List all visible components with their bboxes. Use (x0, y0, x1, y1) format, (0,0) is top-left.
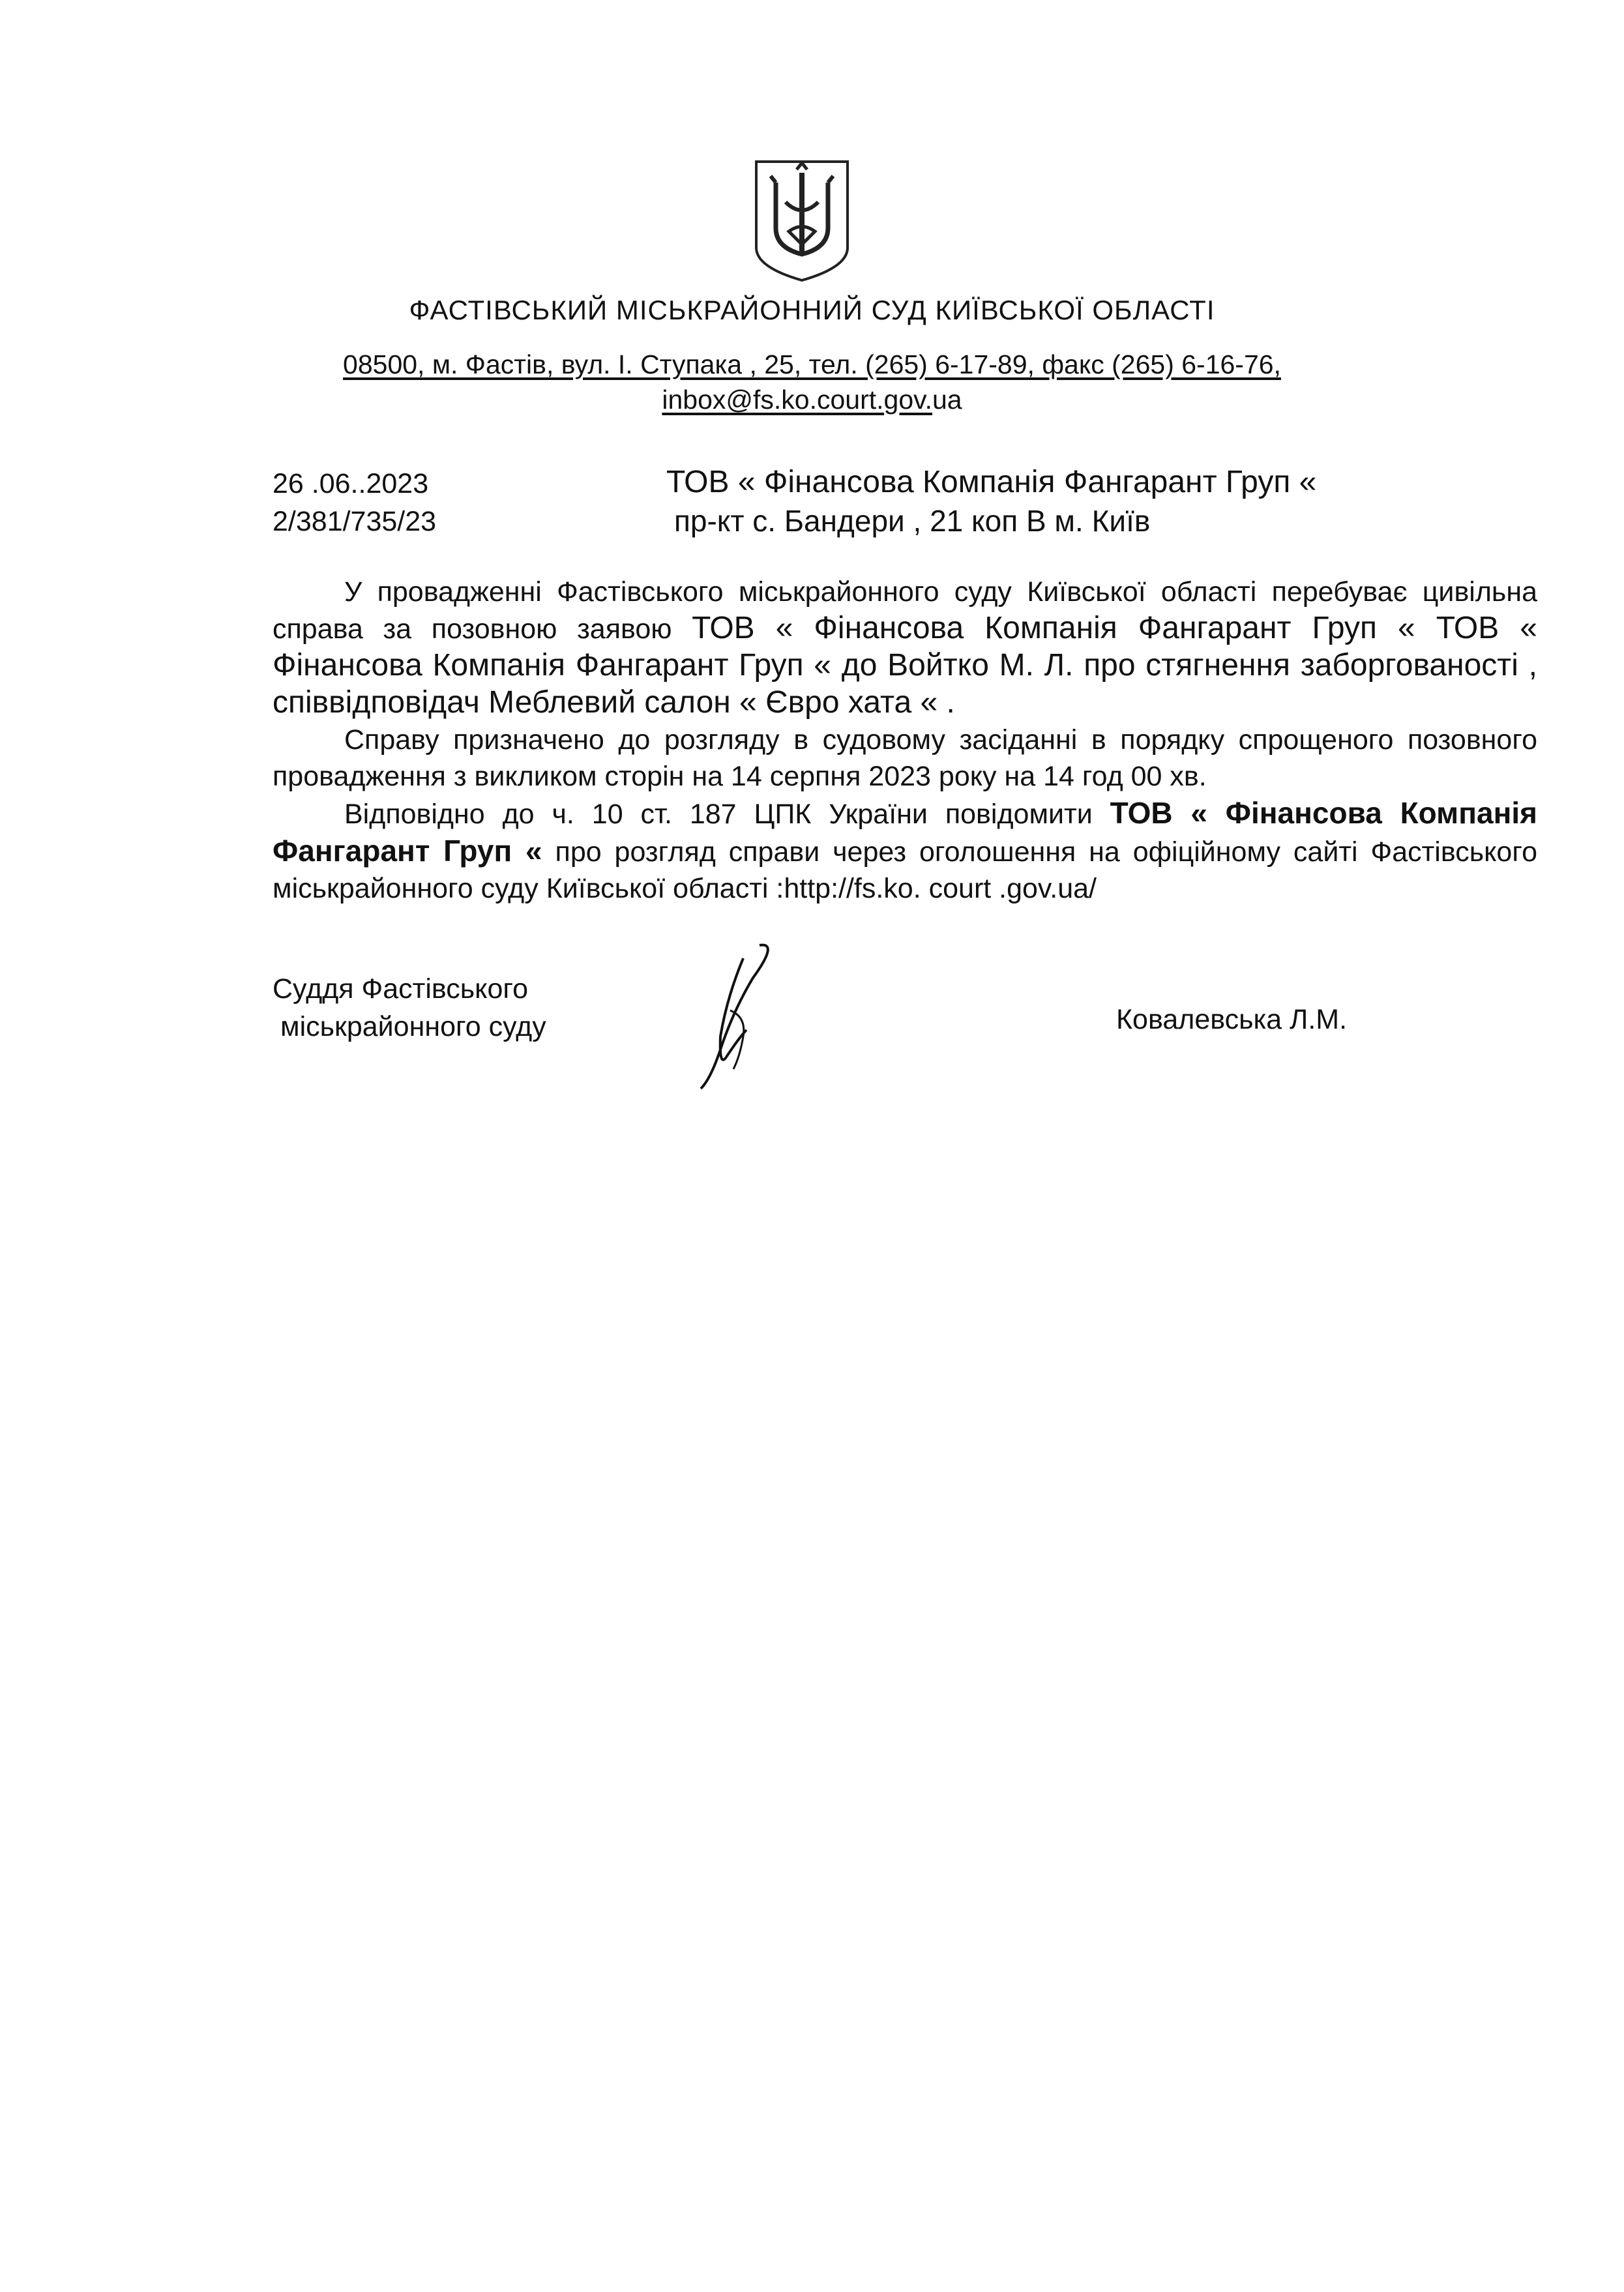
paragraph-notice-tail: про розгляд справи через оголошення на офіційному сайті Фастівського міськрайонного суду Київської області :http://fs.ko. court .gov.ua/ (273, 836, 1537, 904)
court-name: ФАСТІВСЬКИЙ МІСЬКРАЙОННИЙ СУД КИЇВСЬКОЇ ОБЛАСТІ (409, 295, 1215, 325)
judge-title-line1: Суддя Фастівського (273, 973, 529, 1005)
paragraph-notice (273, 795, 1537, 907)
document-date: 26 .06..2023 (273, 468, 429, 499)
recipient-name: ТОВ « Фінансова Компанія Фангарант Груп « (666, 465, 1317, 499)
judge-title (273, 970, 546, 1046)
email-link[interactable]: inbox@fs.ko.court.gov. (662, 385, 932, 415)
case-number: 2/381/735/23 (273, 506, 437, 537)
trident-emblem-icon (750, 156, 854, 284)
handwritten-signature-icon (681, 939, 786, 1095)
court-address (0, 349, 1624, 380)
recipient-address: пр-кт с. Бандери , 21 коп В м. Київ (674, 504, 1151, 538)
paragraph-case-parties: ТОВ « Фінансова Компанія Фангарант Груп « ТОВ « Фінансова Компанія Фангарант Груп « до Войтко М. Л. про стягнення заборгованості , співвідповідач Меблевий салон « Євро хата « . (273, 611, 1537, 720)
judge-name: Ковалевська Л.М. (1116, 1004, 1348, 1035)
email-tail: ua (932, 385, 962, 415)
paragraph-notice-text: Відповідно до ч. 10 ст. 187 ЦПК України повідомити (344, 799, 1110, 830)
address-line: 08500, м. Фастів, вул. І. Ступака , 25, тел. (265) 6-17-89, факс (265) 6-16-76, (343, 349, 1281, 379)
document-body (273, 574, 1537, 907)
paragraph-case-text: У провадженні Фастівського міськрайонного суду Київської області перебуває цивільна справа за позовною заявою (273, 576, 1537, 645)
paragraph-case (273, 574, 1537, 722)
paragraph-notice-recipient: ТОВ « Фінансова Компанія Фангарант Груп « (273, 796, 1537, 868)
paragraph-hearing: Справу призначено до розгляду в судовому засіданні в порядку спрощеного позовного провадження з викликом сторін на 14 серпня 2023 року на 14 год 00 хв. (273, 724, 1537, 792)
court-email[interactable] (0, 385, 1624, 415)
judge-title-line2: міськрайонного суду (280, 1011, 546, 1042)
